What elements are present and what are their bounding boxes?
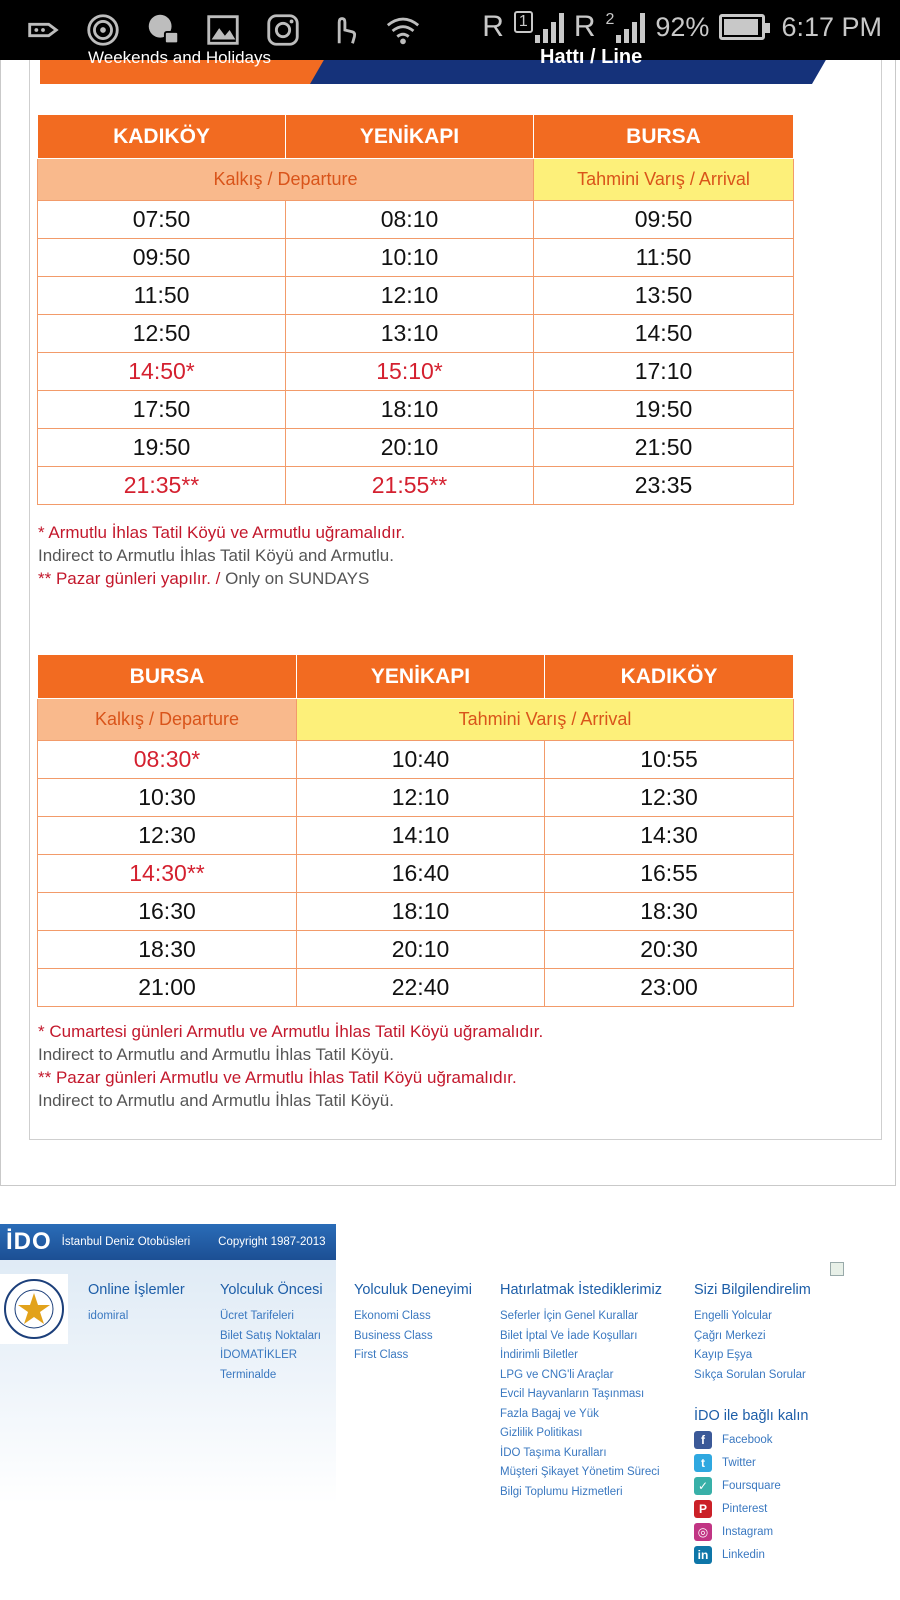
time-cell: 13:10 [286, 315, 534, 353]
roaming-indicator-1: R [482, 10, 504, 43]
twitter-icon: t [694, 1454, 712, 1472]
footer-link[interactable]: İDOMATİKLER [220, 1349, 298, 1361]
touch-icon [322, 9, 364, 51]
time-cell: 10:10 [286, 239, 534, 277]
social-label: Twitter [722, 1456, 756, 1469]
header-city: YENİKAPI [297, 655, 545, 699]
time-cell: 20:10 [297, 931, 545, 969]
time-cell: 12:10 [297, 779, 545, 817]
timetable-bursa-kadikoy [37, 654, 794, 1007]
sim2-label: 2 [605, 11, 615, 28]
note-text: * Armutlu İhlas Tatil Köyü ve Armutlu uğramalıdır. [38, 523, 406, 542]
time-cell: 23:35 [534, 467, 794, 505]
footer-link[interactable]: Business Class [354, 1329, 433, 1342]
social-link[interactable] [694, 1451, 808, 1474]
footer-link[interactable]: LPG ve CNG'li Araçlar [500, 1368, 614, 1381]
note-text: ** Pazar günleri yapılır. / [38, 569, 221, 588]
table-row [38, 969, 794, 1007]
footer-column-online [88, 1282, 185, 1327]
timetable-body [38, 201, 794, 505]
voicemail-icon [22, 9, 64, 51]
target-icon [82, 9, 124, 51]
time-cell: 12:50 [38, 315, 286, 353]
departure-label: Kalkış / Departure [38, 699, 297, 741]
footer-link[interactable]: Ücret Tarifeleri [220, 1310, 294, 1322]
roaming-indicator-2: R [573, 10, 596, 43]
footer-link[interactable]: Sıkça Sorulan Sorular [694, 1368, 806, 1381]
time-cell: 18:30 [545, 893, 794, 931]
footer-link[interactable]: Terminalde [220, 1368, 277, 1381]
time-cell: 12:30 [38, 817, 297, 855]
time-cell: 23:00 [545, 969, 794, 1007]
quality-award-seal [0, 1274, 68, 1344]
facebook-icon: f [694, 1431, 712, 1449]
table-row [38, 855, 794, 893]
table1-notes [38, 521, 405, 590]
footer-link[interactable]: First Class [354, 1349, 409, 1361]
linkedin-icon: in [694, 1546, 712, 1564]
header-city: BURSA [534, 115, 794, 159]
ido-logo[interactable]: İDO [6, 1228, 52, 1255]
table-row [38, 277, 794, 315]
table-row [38, 391, 794, 429]
social-link[interactable] [694, 1474, 808, 1497]
social-link[interactable] [694, 1543, 808, 1566]
time-cell: 18:10 [297, 893, 545, 931]
footer-link[interactable]: İDO Taşıma Kuralları [500, 1446, 607, 1459]
time-cell: 14:50* [38, 353, 286, 391]
time-cell: 14:10 [297, 817, 545, 855]
table-row [38, 315, 794, 353]
time-cell: 22:40 [297, 969, 545, 1007]
time-cell: 10:30 [38, 779, 297, 817]
route-banner [40, 46, 812, 84]
clock: 6:17 PM [781, 11, 882, 42]
note-text: Indirect to Armutlu and Armutlu İhlas Tatil Köyü. [38, 1091, 394, 1110]
footer-link[interactable]: Seferler İçin Genel Kurallar [500, 1310, 639, 1322]
site-footer [0, 1186, 900, 1600]
footer-link[interactable]: Gizlilik Politikası [500, 1427, 583, 1439]
footer-link[interactable]: Bilet İptal Ve İade Koşulları [500, 1329, 638, 1342]
time-cell: 16:55 [545, 855, 794, 893]
footer-link[interactable]: Bilgi Toplumu Hizmetleri [500, 1485, 623, 1498]
banner-left-text: Weekends and Holidays [88, 48, 272, 67]
table-row [38, 893, 794, 931]
time-cell: 21:35** [38, 467, 286, 505]
footer-brand-bar [0, 1224, 336, 1260]
time-cell: 17:50 [38, 391, 286, 429]
header-city: KADIKÖY [545, 655, 794, 699]
social-link[interactable] [694, 1520, 808, 1543]
table-row [38, 429, 794, 467]
header-city: BURSA [38, 655, 297, 699]
note-text: Indirect to Armutlu and Armutlu İhlas Tatil Köyü. [38, 1045, 394, 1064]
time-cell: 21:50 [534, 429, 794, 467]
arrival-label: Tahmini Varış / Arrival [534, 159, 794, 201]
header-city: KADIKÖY [38, 115, 286, 159]
time-cell: 11:50 [38, 277, 286, 315]
time-cell: 14:50 [534, 315, 794, 353]
footer-link[interactable]: Evcil Hayvanların Taşınması [500, 1388, 645, 1400]
footer-link[interactable]: Çağrı Merkezi [694, 1329, 766, 1342]
footer-column-title: Hatırlatmak İstediklerimiz [500, 1282, 662, 1298]
table-row [38, 779, 794, 817]
time-cell: 08:30* [38, 741, 297, 779]
time-cell: 12:30 [545, 779, 794, 817]
time-cell: 10:40 [297, 741, 545, 779]
sim1-label: 1 [514, 11, 533, 33]
time-cell: 07:50 [38, 201, 286, 239]
footer-link[interactable]: İndirimli Biletler [500, 1349, 578, 1361]
time-cell: 15:10* [286, 353, 534, 391]
footer-link[interactable]: Fazla Bagaj ve Yük [500, 1407, 599, 1420]
note-text: ** Pazar günleri Armutlu ve Armutlu İhlas Tatil Köyü uğramalıdır. [38, 1068, 517, 1087]
table-row [38, 239, 794, 277]
chat-bus-icon [142, 9, 184, 51]
note-text: Only on SUNDAYS [220, 569, 370, 588]
instagram-icon: ◎ [694, 1523, 712, 1541]
footer-link[interactable]: Engelli Yolcular [694, 1310, 773, 1322]
time-cell: 19:50 [38, 429, 286, 467]
battery-icon [719, 14, 765, 40]
footer-link[interactable]: Müşteri Şikayet Yönetim Süreci [500, 1466, 660, 1478]
footer-column-title: Online İşlemler [88, 1282, 185, 1298]
instagram-status-icon [262, 9, 304, 51]
time-cell: 13:50 [534, 277, 794, 315]
table-row [38, 353, 794, 391]
broken-image-icon [830, 1262, 844, 1276]
departure-label: Kalkış / Departure [38, 159, 534, 201]
footer-column-experience [354, 1282, 472, 1366]
social-label: Pinterest [722, 1502, 768, 1515]
time-cell: 12:10 [286, 277, 534, 315]
wifi-icon [382, 9, 424, 51]
copyright: Copyright 1987-2013 [218, 1236, 326, 1248]
time-cell: 16:30 [38, 893, 297, 931]
pinterest-icon: P [694, 1500, 712, 1518]
battery-percent: 92% [655, 11, 710, 42]
time-cell: 21:55** [286, 467, 534, 505]
time-cell: 18:30 [38, 931, 297, 969]
time-cell: 09:50 [38, 239, 286, 277]
table-row [38, 817, 794, 855]
note-text: * Cumartesi günleri Armutlu ve Armutlu İhlas Tatil Köyü uğramalıdır. [38, 1022, 544, 1041]
time-cell: 20:30 [545, 931, 794, 969]
footer-column-reminders [500, 1282, 662, 1502]
table-row [38, 741, 794, 779]
table2-notes [38, 1020, 543, 1112]
table-row [38, 201, 794, 239]
footer-link[interactable]: Kayıp Eşya [694, 1349, 753, 1361]
social-title: İDO ile bağlı kalın [694, 1408, 809, 1424]
footer-column-title: Sizi Bilgilendirelim [694, 1282, 811, 1298]
social-label: Linkedin [722, 1548, 765, 1561]
table-row [38, 467, 794, 505]
header-city: YENİKAPI [286, 115, 534, 159]
timetable-kadikoy-bursa [37, 114, 794, 505]
time-cell: 14:30 [545, 817, 794, 855]
time-cell: 09:50 [534, 201, 794, 239]
time-cell: 21:00 [38, 969, 297, 1007]
time-cell: 08:10 [286, 201, 534, 239]
timetable-body [38, 741, 794, 1007]
time-cell: 10:55 [545, 741, 794, 779]
signal-sim2-icon [605, 11, 645, 43]
company-name: İstanbul Deniz Otobüsleri [61, 1236, 191, 1248]
social-label: Facebook [722, 1433, 773, 1446]
footer-link[interactable]: Bilet Satış Noktaları [220, 1329, 321, 1342]
footer-column-info [694, 1282, 811, 1385]
social-label: Foursquare [722, 1479, 781, 1492]
social-link[interactable] [694, 1497, 808, 1520]
time-cell: 11:50 [534, 239, 794, 277]
time-cell: 16:40 [297, 855, 545, 893]
time-cell: 20:10 [286, 429, 534, 467]
time-cell: 17:10 [534, 353, 794, 391]
signal-sim1-icon [514, 11, 564, 43]
footer-column-title: Yolculuk Öncesi [220, 1282, 323, 1298]
note-text: Indirect to Armutlu İhlas Tatil Köyü and Armutlu. [38, 546, 394, 565]
time-cell: 18:10 [286, 391, 534, 429]
gallery-icon [202, 9, 244, 51]
banner-right-text: Hattı / Line [540, 46, 643, 68]
social-link[interactable] [694, 1428, 808, 1451]
footer-link[interactable]: Ekonomi Class [354, 1310, 431, 1322]
time-cell: 14:30** [38, 855, 297, 893]
social-links [694, 1408, 808, 1566]
arrival-label: Tahmini Varış / Arrival [297, 699, 794, 741]
social-label: Instagram [722, 1525, 774, 1538]
time-cell: 19:50 [534, 391, 794, 429]
footer-link[interactable]: idomiral [88, 1310, 129, 1322]
foursquare-icon: ✓ [694, 1477, 712, 1495]
table-row [38, 931, 794, 969]
footer-column-before-travel [220, 1282, 323, 1385]
footer-column-title: Yolculuk Deneyimi [354, 1282, 472, 1298]
